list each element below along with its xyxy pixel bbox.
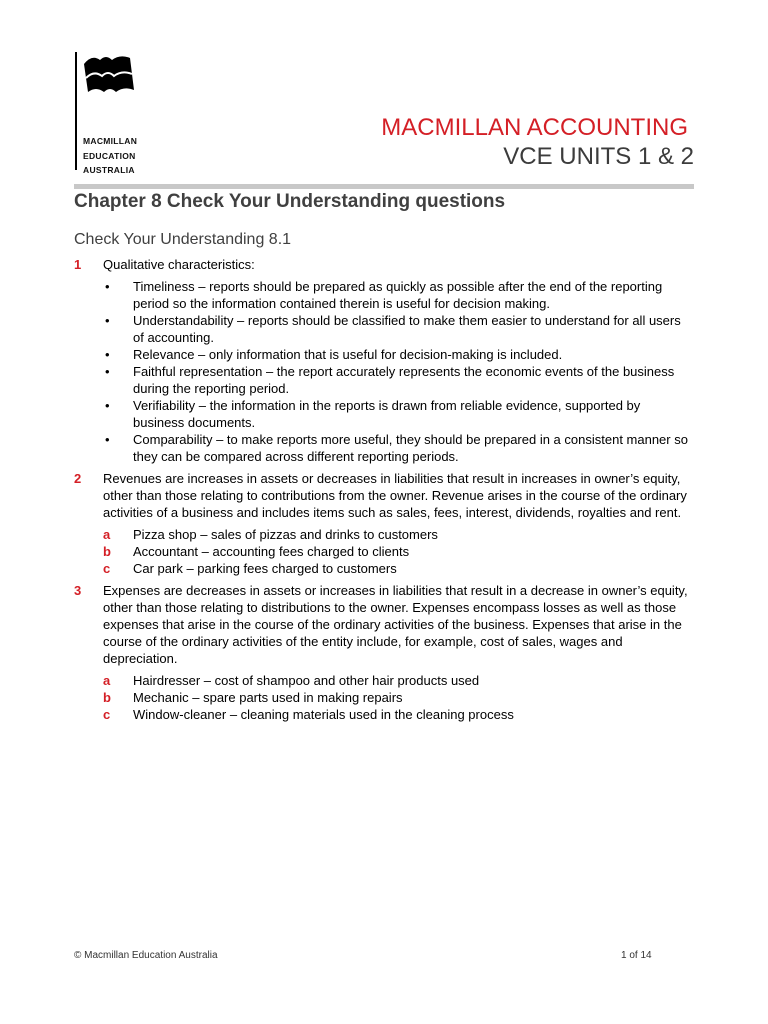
list-item-text: Comparability – to make reports more useful, they should be prepared in a consistent manner so they can be compared across different reporting periods.	[133, 432, 688, 464]
bullet-marker: •	[105, 347, 110, 362]
list-item	[103, 526, 694, 543]
item-letter: c	[103, 707, 111, 722]
question-3	[74, 582, 694, 723]
list-item-text: Accountant – accounting fees charged to clients	[133, 544, 410, 559]
list-item-text: Hairdresser – cost of shampoo and other hair products used	[133, 673, 480, 688]
list-item-text: Relevance – only information that is useful for decision-making is included.	[133, 347, 563, 362]
footer-page-number: 1 of 14	[621, 950, 652, 961]
question-2	[74, 470, 694, 577]
question-number: 2	[74, 471, 82, 486]
question-text: Expenses are decreases in assets or increases in liabilities that result in a decrease in owner’s equity, other than those relating to distributions to the owner. Expenses encompass losses as well as those expenses that arise in the course of the ordinary activities of the business. Expenses that arise in the course of the ordinary activities of the entity include, for example, cost of sales, wages and depreciation.	[103, 583, 688, 666]
list-item	[103, 431, 694, 465]
bullet-list	[103, 278, 694, 465]
bullet-marker: •	[105, 364, 110, 379]
logo-wordmark	[83, 134, 137, 178]
question-text: Qualitative characteristics:	[103, 257, 255, 272]
logo-line: EDUCATION	[83, 150, 136, 161]
section-heading: Check Your Understanding 8.1	[74, 231, 292, 248]
document-brand-title: MACMILLAN ACCOUNTING	[381, 114, 688, 141]
list-item-text: Verifiability – the information in the reports is drawn from reliable evidence, supported by business documents.	[133, 398, 641, 430]
list-item	[103, 689, 694, 706]
list-item	[103, 543, 694, 560]
item-letter: a	[103, 673, 111, 688]
lettered-list	[103, 672, 694, 723]
question-1	[74, 256, 694, 465]
bullet-marker: •	[105, 432, 110, 447]
lettered-list	[103, 526, 694, 577]
list-item-text: Faithful representation – the report accurately represents the economic events of the business during the reporting period.	[133, 364, 675, 396]
list-item	[103, 706, 694, 723]
list-item-text: Window-cleaner – cleaning materials used in the cleaning process	[133, 707, 514, 722]
document-brand-subtitle: VCE UNITS 1 & 2	[503, 143, 694, 170]
item-letter: c	[103, 561, 111, 576]
list-item	[103, 312, 694, 346]
question-number: 3	[74, 583, 82, 598]
list-item	[103, 346, 694, 363]
item-letter: a	[103, 527, 111, 542]
list-item	[103, 278, 694, 312]
question-number: 1	[74, 257, 82, 272]
list-item-text: Car park – parking fees charged to customers	[133, 561, 397, 576]
item-letter: b	[103, 690, 111, 705]
bullet-marker: •	[105, 279, 110, 294]
logo-line: MACMILLAN	[83, 136, 138, 146]
macmillan-logo-icon	[82, 52, 136, 94]
list-item-text: Mechanic – spare parts used in making repairs	[133, 690, 403, 705]
header-rule	[74, 184, 694, 189]
chapter-heading: Chapter 8 Check Your Understanding questions	[74, 191, 506, 212]
logo-divider	[75, 52, 77, 170]
question-text: Revenues are increases in assets or decreases in liabilities that result in increases in owner’s equity, other than those relating to contributions from the owner. Revenue arises in the course of the ordinary activities of a business and includes items such as sales, fees, interest, dividends, royalties and rent.	[103, 471, 687, 520]
bullet-marker: •	[105, 313, 110, 328]
list-item-text: Pizza shop – sales of pizzas and drinks to customers	[133, 527, 438, 542]
questions-list	[74, 256, 694, 723]
list-item	[103, 560, 694, 577]
list-item	[103, 363, 694, 397]
list-item	[103, 672, 694, 689]
bullet-marker: •	[105, 398, 110, 413]
list-item-text: Timeliness – reports should be prepared as quickly as possible after the end of the reporting period so the information contained therein is useful for decision making.	[133, 279, 663, 311]
list-item-text: Understandability – reports should be classified to make them easier to understand for all users of accounting.	[133, 313, 681, 345]
logo-line: AUSTRALIA	[83, 165, 135, 175]
list-item	[103, 397, 694, 431]
item-letter: b	[103, 544, 111, 559]
footer-copyright: © Macmillan Education Australia	[74, 950, 218, 961]
